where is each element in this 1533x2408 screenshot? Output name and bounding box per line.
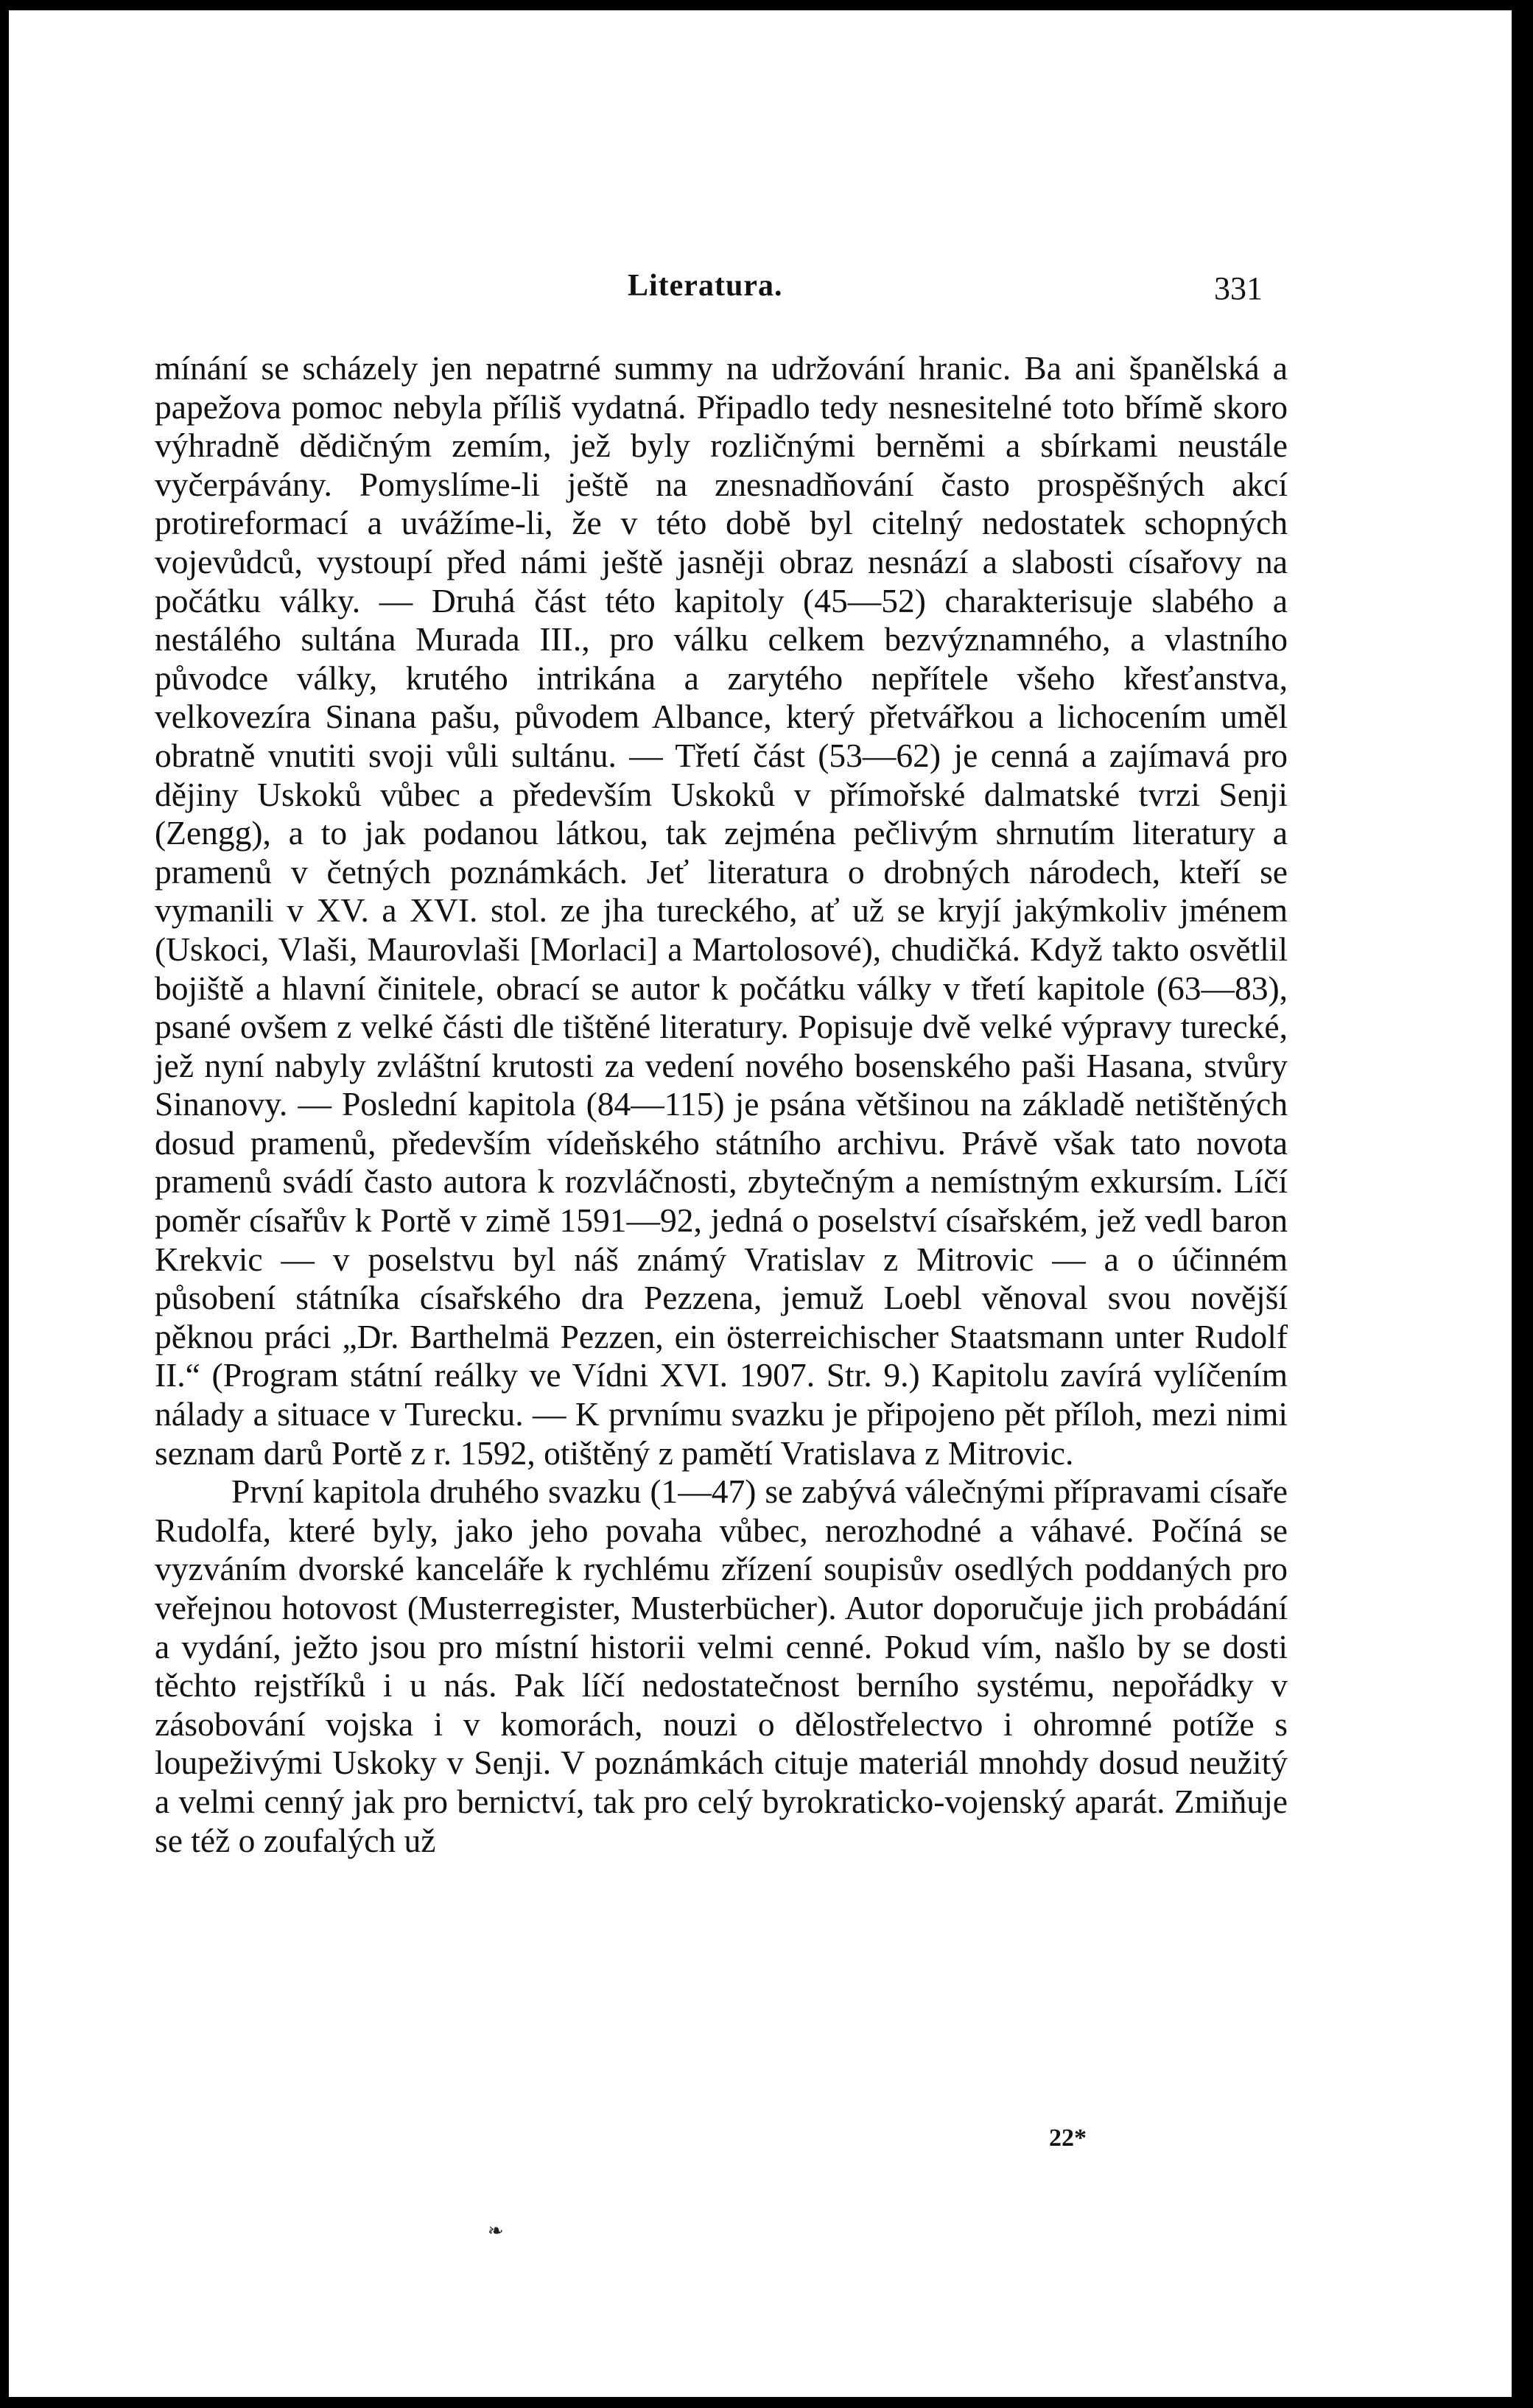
paragraph-second-volume: První kapitola druhého svazku (1—47) se zabývá válečnými přípravami císaře Rudolfa, které byly, jako jeho povaha vůbec, nerozhodné a váhavé. Počíná se vyzváním dvorské kanceláře k rychlému zřízení soupisův osedlých poddaných pro veřejnou hotovost (Musterregister, Musterbücher). Autor doporučuje jich probádání a vydání, ježto jsou pro místní historii velmi cenné. Pokud vím, našlo by se dosti těchto rejstříků i u nás. Pak líčí nedostatečnost berního systému, nepořádky v zásobování vojska i v komorách, nouzi o dělostřelectvo i ohromné potíže s loupeživými Uskoky v Senji. V poznámkách cituje materiál mnohdy dosud neužitý a velmi cenný jak pro bernictví, tak pro celý byrokraticko-vojenský aparát. Zmiňuje se též o zoufalých už — [155, 1472, 1288, 1859]
printer-signature-mark: 22* — [1049, 2124, 1087, 2152]
running-header-title: Literatura. — [628, 269, 783, 303]
paragraph-continued: mínání se scházely jen nepatrné summy na udržování hranic. Ba ani španělská a papežova pomoc nebyla příliš vydatná. Připadlo tedy nesnesitelné toto břímě skoro výhradně dědičným zemím, jež byly rozličnými berněmi a sbírkami neustále vyčerpávány. Pomyslíme-li ještě na znesnadňování často prospěšných akcí protireformací a uvážíme-li, že v této době byl citelný nedostatek schopných vojevůdců, vystoupí před námi ještě jasněji obraz nesnází a slabosti císařovy na počátku války. — Druhá část této kapitoly (45—52) charakterisuje slabého a nestálého sultána Murada III., pro válku celkem bezvýznamného, a vlastního původce války, krutého intrikána a zarytého nepřítele všeho křesťanstva, velkovezíra Sinana pašu, původem Albance, který přetvářkou a lichocením uměl obratně vnutiti svoji vůli sultánu. — Třetí část (53—62) je cenná a zajímavá pro dějiny Uskoků vůbec a především Uskoků v přímořské dalmatské tvrzi Senji (Zengg), a to jak podanou látkou, tak zejména pečlivým shrnutím literatury a pramenů v četných poznámkách. Jeť literatura o drobných národech, kteří se vymanili v XV. a XVI. stol. ze jha tureckého, ať už se kryjí jakýmkoliv jménem (Uskoci, Vlaši, Maurovlaši [Morlaci] a Martolosové), chudičká. Když takto osvětlil bojiště a hlavní činitele, obrací se autor k počátku války v třetí kapitole (63—83), psané ovšem z velké části dle tištěné literatury. Popisuje dvě velké výpravy turecké, jež nyní nabyly zvláštní krutosti za vedení nového bosenského paši Hasana, stvůry Sinanovy. — Poslední kapitola (84—115) je psána většinou na základě netištěných dosud pramenů, především vídeňského státního archivu. Právě však tato novota pramenů svádí často autora k rozvláčnosti, zbytečným a nemístným exkursím. Líčí poměr císařův k Portě v zimě 1591—92, jedná o poselství císařském, jež vedl baron Krekvic — v poselstvu byl náš známý Vratislav z Mitrovic — a o účinném působení státníka císařského dra Pezzena, jemuž Loebl věnoval svou novější pěknou práci „Dr. Barthelmä Pezzen, ein österreichischer Staatsmann unter Rudolf II.“ (Program státní reálky ve Vídni XVI. 1907. Str. 9.) Kapitolu zavírá vylíčením nálady a situace v Turecku. — K prvnímu svazku je připojeno pět příloh, mezi nimi seznam darů Portě z r. 1592, otištěný z pamětí Vratislava z Mitrovic. — [155, 349, 1288, 1472]
body-text — [155, 349, 1288, 1860]
ink-mark-icon: ❧ — [488, 2220, 504, 2242]
page-number: 331 — [1214, 270, 1263, 306]
book-page — [9, 10, 1512, 2397]
